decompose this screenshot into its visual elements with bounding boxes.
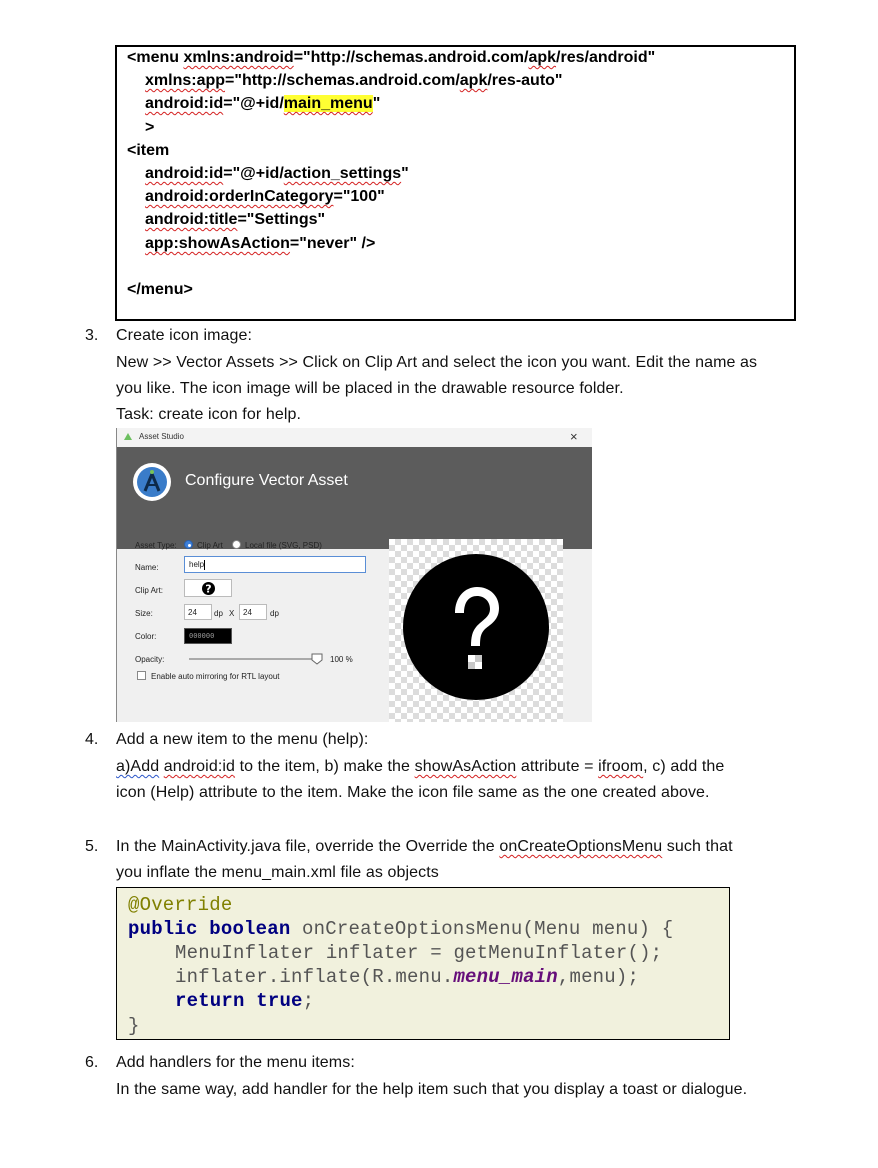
xml-apk: apk [528,49,557,66]
svg-text:?: ? [205,582,212,595]
xml-value-end: /res/android" [556,49,656,66]
step-3-number: 3. [85,327,99,344]
step-3-line-2: you like. The icon image will be placed in the drawable resource folder. [116,380,624,397]
clip-art-label: Clip Art: [135,586,164,595]
banner-title: Configure Vector Asset [185,472,348,489]
step-3-task: Task: create icon for help. [116,406,302,423]
step-5-text: In the MainActivity.java file, override the Override the [116,838,500,855]
asset-type-label: Asset Type: [135,541,177,550]
icon-preview-panel [389,539,563,722]
opacity-slider-thumb[interactable] [311,652,323,664]
asset-studio-window [116,428,592,722]
opacity-label: Opacity: [135,655,165,664]
xml-apk: apk [459,72,488,89]
step-4-line-2: icon (Help) attribute to the item. Make the icon file same as the one created above. [116,784,710,801]
xml-line-10: </menu> [127,281,193,298]
step-4-android-id: android:id [163,758,236,775]
size-unit-2: dp [270,609,279,618]
size-height-input[interactable] [239,604,267,620]
xml-code-box [115,45,796,321]
size-label: Size: [135,609,153,618]
xml-value: ="100" [333,188,385,205]
step-4-text: to the item, b) make the [235,758,415,775]
semicolon: ; [302,990,315,1012]
menu-main-field: menu_main [453,966,558,988]
step-5-number: 5. [85,838,99,855]
xml-line-3 [145,95,380,113]
xml-value: ="never" /> [289,235,376,252]
step-4-title: Add a new item to the menu (help): [116,731,369,748]
step-6-line-2: In the same way, add handler for the help item such that you display a toast or dialogue. [116,1081,748,1098]
code-line-inflate [175,966,639,988]
xml-line-1 [127,49,655,67]
java-code-box [116,887,730,1040]
xml-value: ="@+id/ [223,95,284,112]
xml-line-5: <item [127,142,170,159]
name-input[interactable] [184,556,366,573]
xml-value-end: " [372,95,381,112]
xml-attr: android:id [145,95,224,112]
code-annotation: @Override [128,894,233,916]
text-cursor [204,560,205,570]
step-5-text: such that [662,838,733,855]
local-file-radio[interactable] [232,540,241,549]
name-label: Name: [135,563,159,572]
xml-line-7 [145,188,385,206]
local-file-radio-label: Local file (SVG, PSD) [245,541,322,550]
xml-line-6 [145,165,409,183]
size-height-value: 24 [243,608,252,617]
xml-attr: android:id [145,165,224,182]
step-6-number: 6. [85,1054,99,1071]
xml-attr: xmlns:app [145,72,226,89]
keyword-true: true [256,990,303,1012]
color-label: Color: [135,632,157,641]
opacity-slider-track[interactable] [189,658,317,660]
xml-attr: android:title [145,211,238,228]
color-swatch-button[interactable] [184,628,232,644]
code-signature [128,918,673,940]
window-title: Asset Studio [139,432,184,441]
window-titlebar [117,428,592,447]
step-5-line-2: you inflate the menu_main.xml file as objects [116,864,439,881]
code-line-return [175,990,314,1012]
xml-attr: app:showAsAction [145,235,290,252]
step-4-number: 4. [85,731,99,748]
size-width-value: 24 [188,608,197,617]
xml-value-end: " [401,165,409,182]
inflate-call: inflater.inflate(R.menu. [175,966,454,988]
opacity-value: 100 % [330,655,353,664]
wizard-banner [117,447,592,549]
step-4-show-as-action: showAsAction [414,758,517,775]
method-signature: onCreateOptionsMenu(Menu menu) { [290,918,674,940]
help-icon [402,553,550,701]
color-value: 000000 [189,632,215,640]
keyword-return: return [175,990,245,1012]
rtl-checkbox-label: Enable auto mirroring for RTL layout [151,672,280,681]
xml-value: ="http://schemas.android.com/ [225,72,460,89]
clip-art-radio[interactable] [184,540,193,549]
step-4-part-a: a)Add [116,758,160,775]
keyword-public: public [128,918,198,940]
step-4-text: , c) add the [643,758,725,775]
step-5-line-1 [116,838,733,856]
xml-item-id: action_settings [283,165,402,182]
step-6-title: Add handlers for the menu items: [116,1054,355,1071]
rtl-checkbox[interactable] [137,671,146,680]
xml-attr: android:orderInCategory [145,188,334,205]
size-separator: X [229,609,235,618]
xml-line-2 [145,72,563,90]
xml-attr: xmlns:android [183,49,294,66]
code-close-brace: } [128,1015,140,1037]
step-4-ifroom: ifroom [598,758,644,775]
name-input-value: help [189,560,205,569]
step-3-line-1: New >> Vector Assets >> Click on Clip Art and select the icon you want. Edit the name as [116,354,758,371]
size-width-input[interactable] [184,604,212,620]
step-5-method-name: onCreateOptionsMenu [499,838,663,855]
clip-art-picker-button[interactable] [184,579,232,597]
help-icon [202,582,215,595]
xml-tag: <menu [127,49,184,66]
step-3-title: Create icon image: [116,327,253,344]
xml-line-9 [145,235,375,253]
xml-value: ="@+id/ [223,165,284,182]
keyword-boolean: boolean [209,918,291,940]
inflate-call-end: ,menu); [557,966,640,988]
highlighted-menu-id: main_menu [283,95,373,112]
android-studio-logo-icon [123,432,133,441]
xml-line-4: > [145,119,155,136]
close-icon[interactable]: × [570,429,578,444]
step-4-text: attribute = [516,758,599,775]
size-unit-1: dp [214,609,223,618]
android-studio-logo-icon [133,463,171,501]
xml-value-end: /res-auto" [487,72,563,89]
code-line-inflater: MenuInflater inflater = getMenuInflater(); [175,942,663,964]
xml-line-8 [145,211,325,229]
step-4-line-1 [116,758,724,776]
xml-value: ="http://schemas.android.com/ [293,49,529,66]
xml-value: ="Settings" [237,211,326,228]
clip-art-radio-label: Clip Art [197,541,223,550]
